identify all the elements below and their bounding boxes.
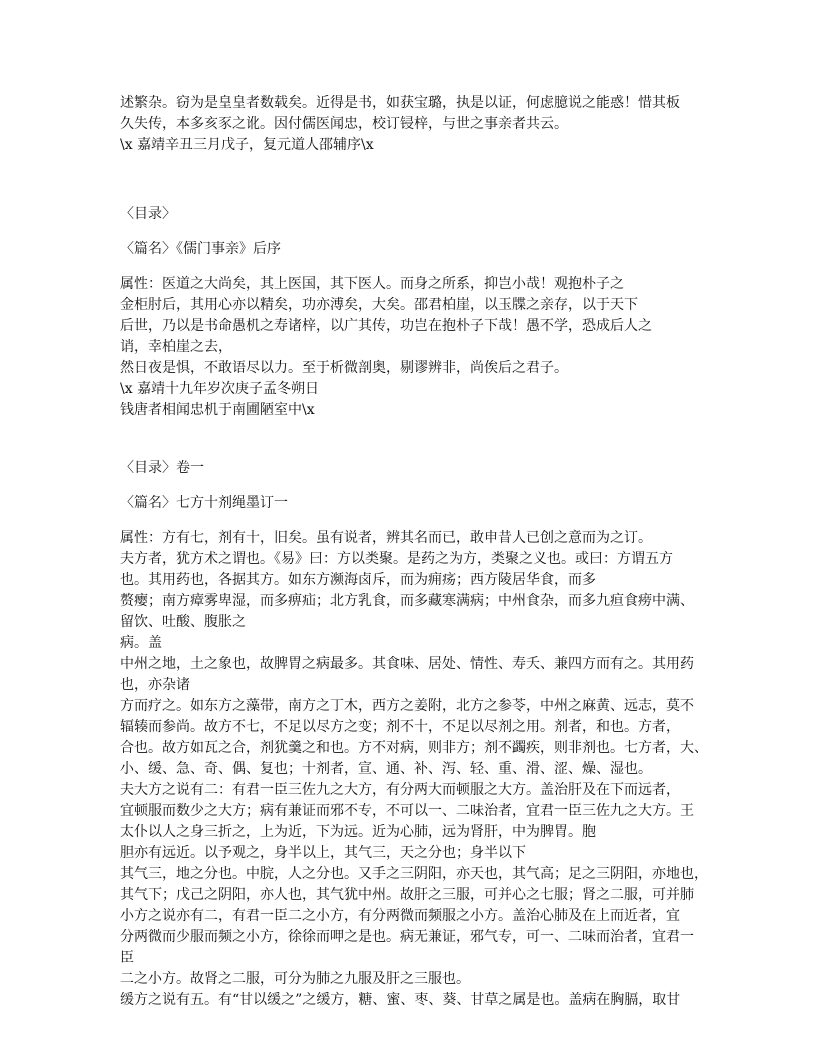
text-line: 缓方之说有五。有“甘以缓之”之缓方，糖、蜜、枣、葵、甘草之属是也。盖病在胸膈，取甘	[120, 992, 681, 1008]
text-line: 方而疗之。如东方之藻带，南方之丁木，西方之姜附，北方之参苓，中州之麻黄、远志，莫不	[120, 698, 694, 714]
toc-marker: 〈目录〉卷一	[120, 460, 204, 476]
text-line: 诮，幸柏崖之去，	[120, 339, 232, 355]
text-line: \x 嘉靖辛丑三月戊子，复元道人邵辅序\x	[120, 137, 374, 153]
text-line: 夫方者，犹方术之谓也。《易》曰：方以类聚。是药之为方，类聚之义也。或曰：方谓五方	[120, 551, 673, 567]
text-line: 中州之地，土之象也，故脾胃之病最多。其食味、居处、情性、寿夭、兼四方而有之。其用药	[120, 656, 694, 672]
text-line: 后世，乃以是书命愚机之寿诸梓，以广其传，功岂在抱朴子下哉！愚不学，恐成后人之	[120, 318, 652, 334]
chapter-body	[120, 274, 720, 421]
text-line: 属性：医道之大尚矣，其上医国，其下医人。而身之所系，抑岂小哉！观抱朴子之	[120, 276, 624, 292]
text-line: 钱唐者相闻忠机于南圃陋室中\x	[120, 402, 315, 418]
preface-ending	[120, 93, 720, 156]
text-line: 留饮、吐酸、腹胀之	[120, 614, 246, 630]
text-line: 臣	[120, 950, 134, 966]
text-line: 述繁杂。窃为是皇皇者数载矣。近得是书，如获宝璐，执是以证，何虑臆说之能惑！惜其板	[120, 95, 680, 111]
text-line: 分两微而少服而频之小方，徐徐而呷之是也。病无兼证，邪气专，可一、二味而治者，宜君一	[120, 929, 694, 945]
chapter-body	[120, 528, 720, 1011]
text-line: 宜顿服而数少之大方；病有兼证而邪不专，不可以一、二味治者，宜君一臣三佐九之大方。王	[120, 803, 694, 819]
document-page	[120, 93, 720, 1011]
text-line: 小、缓、急、奇、偶、复也；十剂者，宣、通、补、泻、轻、重、滑、涩、燥、湿也。	[120, 761, 652, 777]
text-line: 太仆以人之身三折之，上为近，下为远。近为心肺，远为肾肝，中为脾胃。胞	[120, 824, 596, 840]
text-line: 其气三，地之分也。中脘，人之分也。又手之三阴阳，亦天也，其气高；足之三阴阳，亦地也，	[120, 866, 708, 882]
text-line: \x 嘉靖十九年岁次庚子孟冬朔日	[120, 381, 320, 397]
toc-marker: 〈目录〉	[120, 206, 176, 222]
chapter-title: 〈篇名〉《儒门事亲》后序	[120, 241, 281, 257]
text-line: 久失传，本多亥豕之讹。因付儒医闻忠，校订锓梓，与世之事亲者共云。	[120, 116, 568, 132]
text-line: 二之小方。故肾之二服，可分为肺之九服及肝之三服也。	[120, 971, 470, 987]
text-line: 病。盖	[120, 635, 162, 651]
text-line: 金柜肘后，其用心亦以精矣，功亦溥矣，大矣。邵君柏崖，以玉牒之亲存，以于天下	[120, 297, 638, 313]
text-line: 小方之说亦有二，有君一臣二之小方，有分两微而频服之小方。盖治心肺及在上而近者，宜	[120, 908, 680, 924]
text-line: 辐辏而参尚。故方不七，不足以尽方之变；剂不十，不足以尽剂之用。剂者，和也。方者，	[120, 719, 680, 735]
text-line: 属性：方有七，剂有十，旧矣。虽有说者，辨其名而已，敢申昔人已创之意而为之订。	[120, 530, 652, 546]
text-line: 也，亦杂诸	[120, 677, 190, 693]
text-line: 夫大方之说有二：有君一臣三佐九之大方，有分两大而顿服之大方。盖治肝及在下而远者，	[120, 782, 680, 798]
text-line: 其气下；戊己之阴阳，亦人也，其气犹中州。故肝之三服，可并心之七服；肾之二服，可并肺	[120, 887, 694, 903]
text-line: 合也。故方如瓦之合，剂犹羹之和也。方不对病，则非方；剂不蠲疾，则非剂也。七方者，大、	[120, 740, 708, 756]
text-line: 也。其用药也，各据其方。如东方濒海卤斥，而为痈疡；西方陵居华食，而多	[120, 572, 596, 588]
chapter-title: 〈篇名〉七方十剂绳墨订一	[120, 495, 288, 511]
text-line: 赘瘿；南方瘴雾卑湿，而多痹疝；北方乳食，而多藏寒满病；中州食杂，而多九疸食痨中满、	[120, 593, 694, 609]
text-line: 然日夜是惧，不敢语尽以力。至于析微剖奥，剔谬辨非，尚俟后之君子。	[120, 360, 568, 376]
text-line: 胆亦有远近。以予观之，身半以上，其气三，天之分也；身半以下	[120, 845, 526, 861]
